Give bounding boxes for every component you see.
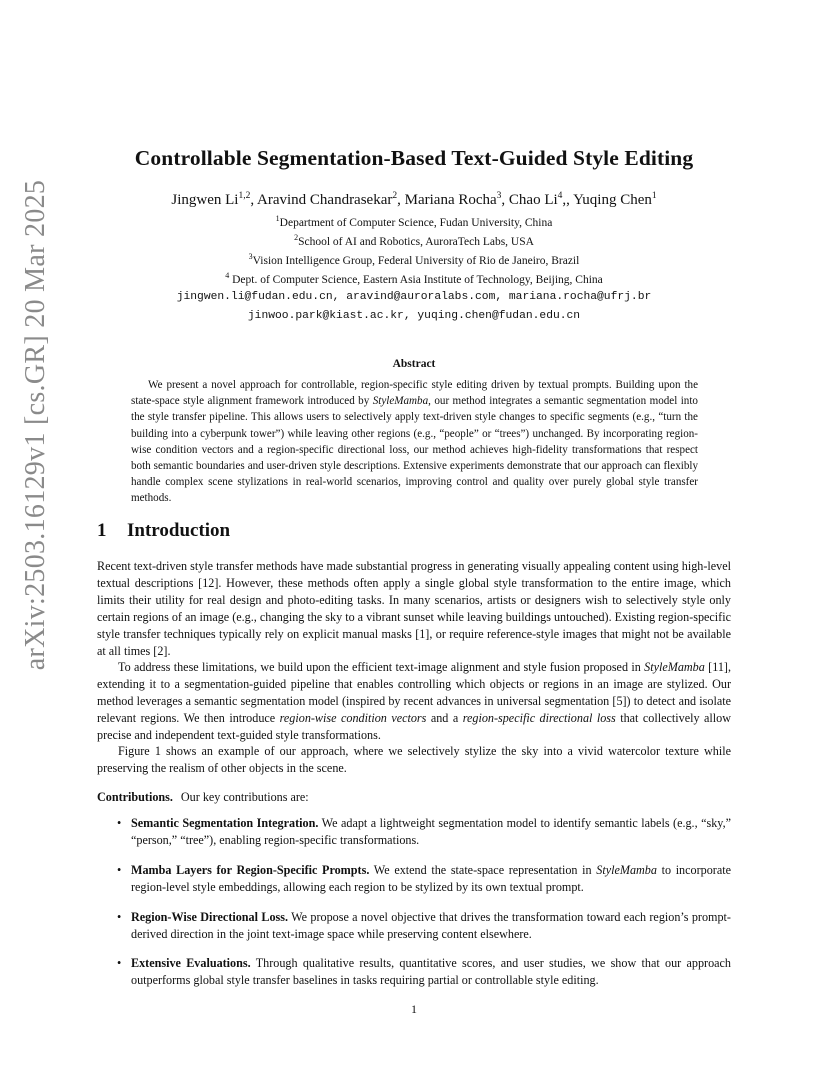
list-item: [113, 815, 731, 849]
affiliation-text: Department of Computer Science, Fudan University, China: [279, 216, 553, 229]
affiliation-line: [0, 271, 828, 286]
section-heading: [97, 520, 230, 542]
paper-title: Controllable Segmentation-Based Text-Guided Style Editing: [134, 146, 694, 170]
list-item-text: We adapt a lightweight segmentation model to identify semantic labels (e.g., “sky,” “person,” “tree”), enabling region-specific transformations.: [131, 816, 731, 847]
affiliation-text: Vision Intelligence Group, Federal University of Rio de Janeiro, Brazil: [252, 254, 580, 267]
author-affiliation-mark: 2: [392, 191, 398, 201]
author-name: Yuqing Chen: [573, 192, 652, 208]
list-item: [113, 862, 731, 896]
bullet-icon: •: [117, 909, 122, 924]
affiliation-line: [0, 214, 828, 229]
author-list: [0, 191, 828, 209]
author-affiliation-mark: 4: [557, 191, 563, 201]
affiliation-mark: 2: [294, 233, 299, 242]
author-name: Aravind Chandrasekar: [257, 192, 393, 208]
affiliation-text: School of AI and Robotics, AuroraTech Labs, USA: [298, 235, 534, 248]
affiliation-mark: 4: [225, 271, 230, 280]
affiliation-mark: 1: [275, 214, 280, 223]
affiliation-text: Dept. of Computer Science, Eastern Asia Institute of Technology, Beijing, China: [229, 273, 603, 286]
contributions-intro: Our key contributions are:: [180, 790, 309, 804]
email-line: jingwen.li@fudan.edu.cn, aravind@auroralabs.com, mariana.rocha@ufrj.br: [176, 291, 652, 303]
paragraph-text: and a: [426, 710, 463, 725]
bullet-icon: •: [117, 956, 122, 971]
abstract-emphasis: StyleMamba: [372, 395, 429, 408]
list-item-title: Region-Wise Directional Loss.: [131, 909, 289, 924]
paragraph-emphasis: region-wise condition vectors: [279, 710, 427, 725]
page-number: 1: [411, 1002, 417, 1016]
paragraph-text: that collectively allow precise and independent text-guided style transformations.: [97, 710, 731, 742]
abstract-heading: Abstract: [392, 358, 436, 370]
paragraph-emphasis: StyleMamba: [644, 660, 705, 674]
author-affiliation-mark: 1: [651, 191, 657, 201]
affiliation-line: [0, 252, 828, 267]
paragraph-emphasis: region-specific directional loss: [462, 710, 616, 725]
arxiv-watermark: arXiv:2503.16129v1 [cs.GR] 20 Mar 2025: [20, 179, 51, 671]
list-item-text: We extend the state-space representation in: [373, 862, 597, 877]
section-title: Introduction: [127, 520, 231, 541]
intro-paragraph-3: Figure 1 shows an example of our approach, where we selectively stylize the sky into a vivid watercolor texture while preserving the realism of other objects in the scene.: [97, 744, 731, 775]
author-name: Chao Li: [508, 192, 558, 208]
abstract-text: , our method integrates a semantic segmentation model into the style transfer pipeline. This allows users to selectively apply text-driven style changes to specific segments (e.g., “turn the building into a cyberpunk tower”) while leaving other regions (e.g., “people” or “trees”) unchanged. By incorporating region-wise condition vectors and a region-specific directional loss, our method achieves high-fidelity transformations that respect both semantic boundaries and user-driven style descriptions. Extensive experiments demonstrate that our approach can flexibly handle complex scene stylizations in real-world scenarios, improving control and quality over purely global style transfer methods.: [131, 395, 698, 505]
bullet-icon: •: [117, 816, 122, 830]
list-item: [113, 909, 731, 943]
contributions-list: [113, 815, 731, 1002]
abstract-body: [131, 377, 698, 507]
affiliation-line: [0, 233, 828, 248]
author-separator: ,,: [562, 192, 574, 208]
author-separator: ,: [501, 192, 509, 208]
email-line: jinwoo.park@kiast.ac.kr, yuqing.chen@fudan.edu.cn: [247, 310, 581, 322]
author-affiliation-mark: 3: [496, 191, 502, 201]
contributions-label: Contributions.: [97, 790, 173, 804]
author-name: Mariana Rocha: [404, 192, 497, 208]
list-item-text: to incorporate region-level style embeddings, allowing each region to be stylized by its own textual prompt.: [131, 862, 731, 894]
section-number: 1: [97, 520, 107, 541]
intro-paragraph-1: Recent text-driven style transfer methods have made substantial progress in generating visually appealing content using high-level textual descriptions [12]. However, these methods often apply a single global style transformation to the entire image, which limits their utility for real design and photo-editing tasks. In many scenarios, artists or designers wish to selectively style only certain regions of an image (e.g., changing the sky to a vibrant sunset while leaving buildings untouched). Existing region-specific style transfer techniques typically rely on explicit manual masks [1], or require reference-style images that might not be available at all times [2].: [97, 559, 731, 658]
list-item-text: We propose a novel objective that drives the transformation toward each region’s prompt-derived direction in the joint text-image space while preserving content elsewhere.: [131, 909, 731, 941]
list-item-title: Mamba Layers for Region-Specific Prompts.: [131, 862, 370, 877]
list-item-title: Extensive Evaluations.: [131, 956, 251, 971]
paragraph-text: [11], extending it to a segmentation-guided pipeline that enables controlling which objects or regions in an image are stylized. Our method leverages a semantic segmentation model (inspired by recent advances in universal segmentation [5]) to detect and isolate relevant regions. We then introduce: [97, 660, 731, 725]
author-separator: ,: [250, 192, 257, 208]
author-affiliation-mark: 1,2: [238, 191, 251, 201]
author-separator: ,: [397, 192, 405, 208]
abstract-text: We present a novel approach for controllable, region-specific style editing driven by textual prompts. Building upon the state-space style alignment framework introduced by: [131, 379, 698, 408]
list-item-emphasis: StyleMamba: [596, 862, 657, 877]
list-item-text: Through qualitative results, quantitative scores, and user studies, we show that our approach outperforms global style transfer baselines in tasks requiring partial or controllable style editing.: [131, 956, 731, 988]
list-item: [113, 955, 731, 989]
intro-paragraph-2: [97, 659, 731, 744]
contributions-paragraph: [97, 789, 731, 806]
list-item-title: Semantic Segmentation Integration.: [131, 816, 319, 830]
affiliation-mark: 3: [248, 252, 253, 261]
author-name: Jingwen Li: [171, 192, 239, 208]
bullet-icon: •: [117, 862, 122, 877]
paragraph-text: To address these limitations, we build upon the efficient text-image alignment and style fusion proposed in: [118, 660, 645, 674]
